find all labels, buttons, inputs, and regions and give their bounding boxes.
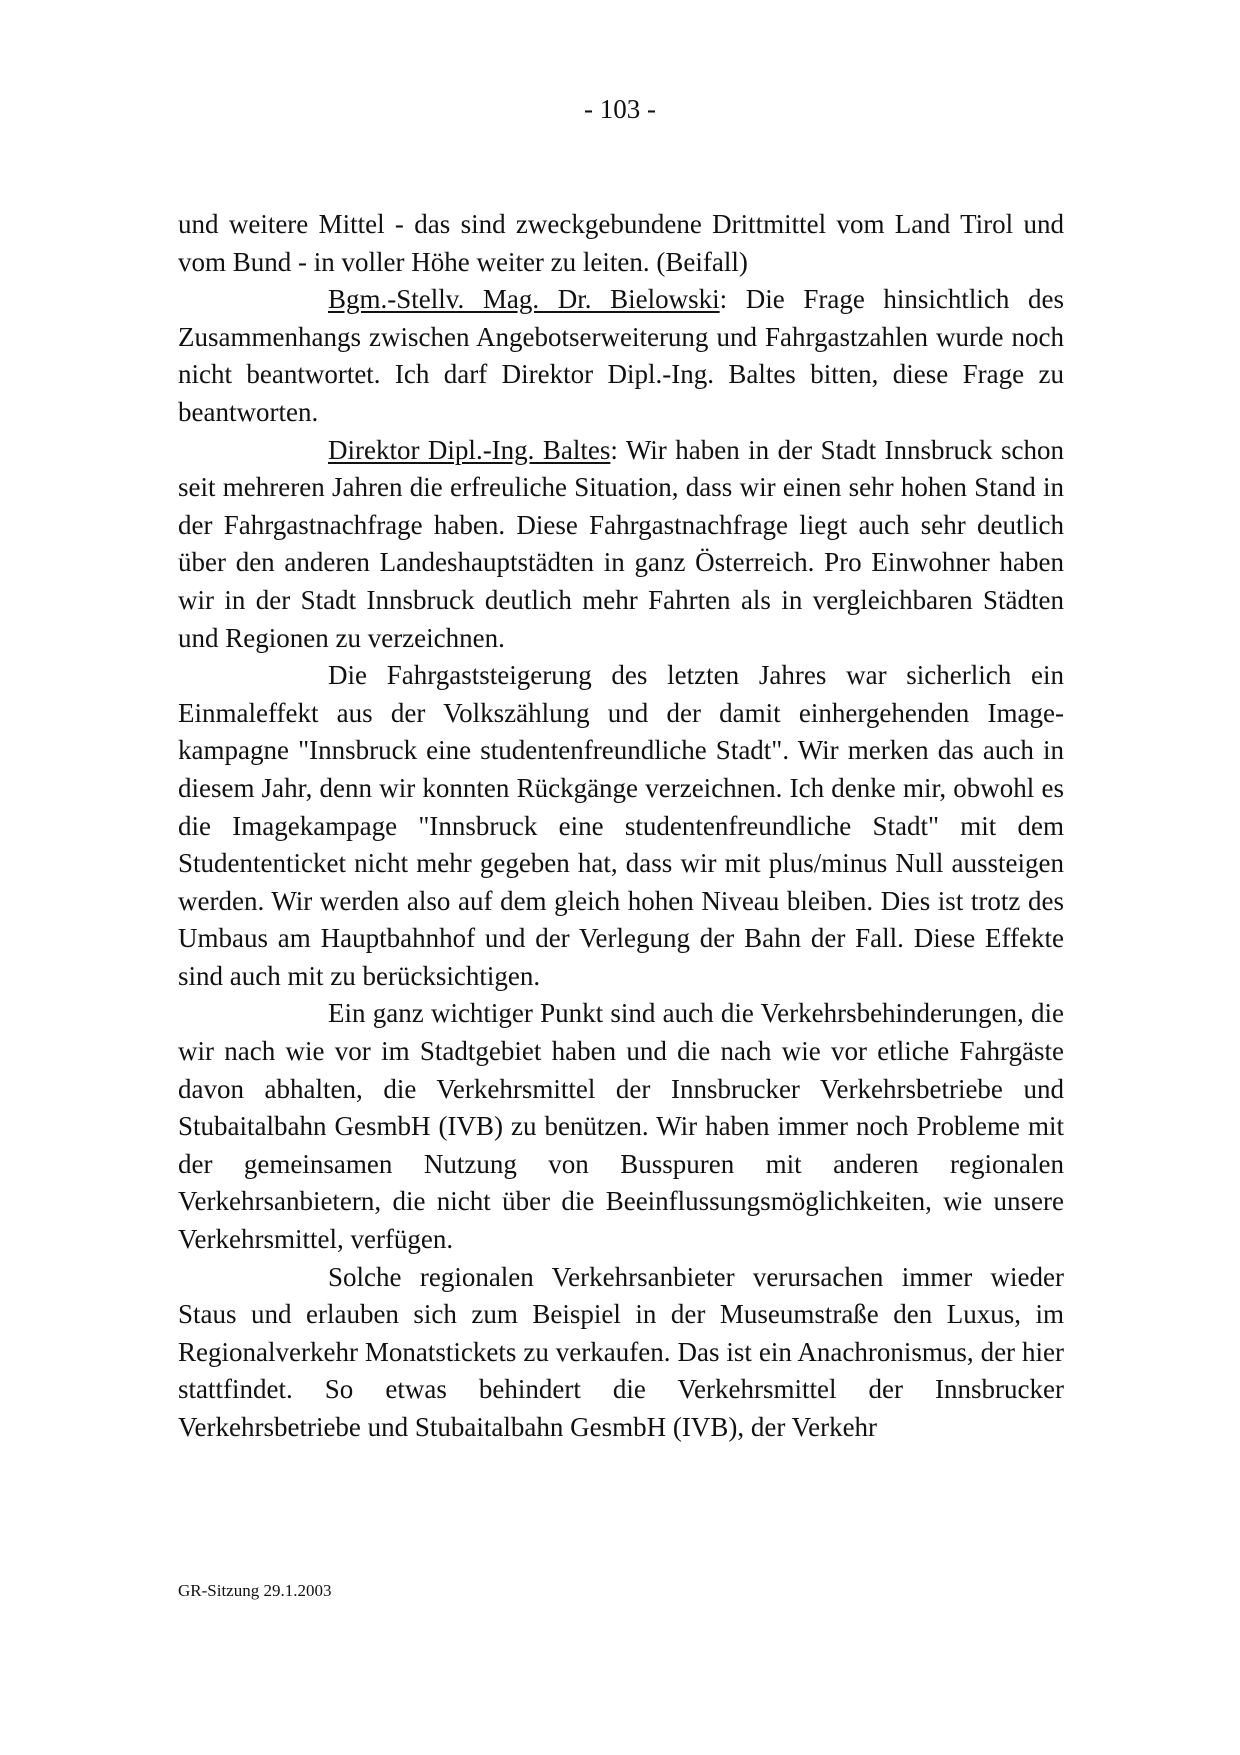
speaker-name: Direktor Dipl.-Ing. Baltes xyxy=(328,434,611,465)
paragraph-4: Die Fahrgaststeigerung des letzten Jahres war sicherlich ein Einmaleffekt aus der Volkszählung und der damit einhergehenden Imagekampagne "Innsbruck eine studentenfreundliche Stadt". Wir merken das auch in diesem Jahr, denn wir konnten Rückgänge verzeichnen. Ich denke mir, obwohl es die Imagekampage "Innsbruck eine studentenfreundliche Stadt" mit dem Studententicket nicht mehr gegeben hat, dass wir mit plus/minus Null aussteigen werden. Wir werden also auf dem gleich hohen Niveau bleiben. Dies ist trotz des Umbaus am Hauptbahnhof und der Verlegung der Bahn der Fall. Diese Effekte sind auch mit zu berücksichtigen. xyxy=(178,660,1064,991)
paragraph-3 xyxy=(178,432,1064,658)
paragraph-1: und weitere Mittel - das sind zweckgebundene Drittmittel vom Land Tirol und vom Bund - in voller Höhe weiter zu leiten. (Beifall) xyxy=(178,209,1064,277)
speech-text: : Die Frage hinsichtlich des Zusammenhangs zwischen Angebotserweiterung und Fahrgastzahlen wurde noch nicht beantwortet. Ich darf Direktor Dipl.-Ing. Baltes bitten, diese Frage zu beantworten. xyxy=(178,284,1065,427)
paragraph-6: Solche regionalen Verkehrsanbieter verursachen immer wieder Staus und erlauben sich zum Beispiel in der Museumstraße den Luxus, im Regionalverkehr Monatstickets zu verkaufen. Das ist ein Anachronismus, der hier stattfindet. So etwas behindert die Verkehrsmittel der Innsbrucker Verkehrsbetriebe und Stubaitalbahn GesmbH (IVB), der Verkehr xyxy=(178,1261,1064,1442)
document-body xyxy=(178,206,1064,1447)
paragraph-2 xyxy=(178,281,1064,431)
footer-session-date: GR-Sitzung 29.1.2003 xyxy=(178,1581,332,1600)
speaker-name: Bgm.-Stellv. Mag. Dr. Bielowski xyxy=(328,284,720,315)
speech-text: : Wir haben in der Stadt Innsbruck schon seit mehreren Jahren die erfreuliche Situation, dass wir einen sehr hohen Stand in der Fahrgastnachfrage haben. Diese Fahrgastnachfrage liegt auch sehr deutlich über den anderen Landeshauptstädten in ganz Österreich. Pro Einwohner haben wir in der Stadt Innsbruck deutlich mehr Fahrten als in vergleichbaren Städten und Regionen zu verzeichnen. xyxy=(178,434,1064,653)
paragraph-5: Ein ganz wichtiger Punkt sind auch die Verkehrsbehinderungen, die wir nach wie vor im Stadtgebiet haben und die nach wie vor etliche Fahrgäste davon abhalten, die Verkehrsmittel der Innsbrucker Verkehrsbetriebe und Stubaitalbahn GesmbH (IVB) zu benützen. Wir haben immer noch Probleme mit der gemeinsamen Nutzung von Busspuren mit anderen regionalen Verkehrsanbietern, die nicht über die Beeinflussungsmöglichkeiten, wie unsere Verkehrsmittel, verfügen. xyxy=(178,998,1064,1255)
page-number: - 103 - xyxy=(584,94,656,124)
